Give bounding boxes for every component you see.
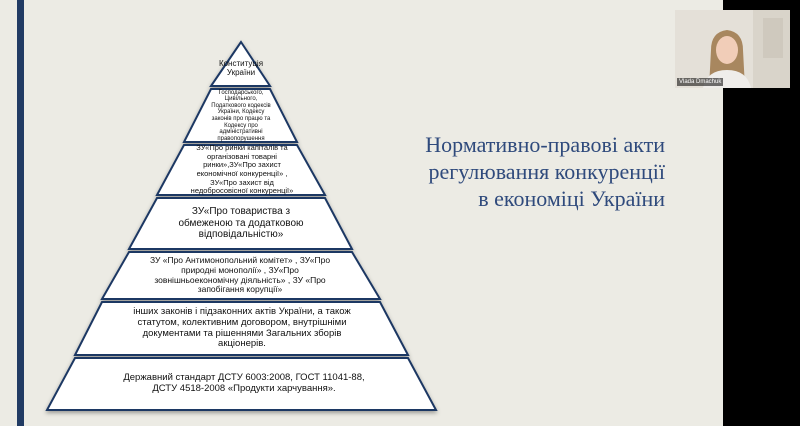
participant-name-label: Vlada Dmachuk bbox=[679, 79, 722, 85]
pyramid-tier-4 bbox=[168, 200, 314, 247]
pyramid-tier-3-text: ЗУ«Про ринки капіталів та організовані товарні ринки»,ЗУ«Про захист економічної конкуренції» , ЗУ«Про захист від недобросовісної конкуренції» bbox=[190, 143, 294, 196]
participant-video-tile[interactable] bbox=[675, 10, 790, 88]
pyramid-tier-3 bbox=[190, 143, 294, 196]
pyramid-tier-6-text: інших законів і підзаконних актів України, а також статутом, колективним договором, внутрішніми документами та рішеннями Загальних зборів акціонерів. bbox=[133, 305, 351, 350]
pyramid-tier-2-text: Господарського, Цивільного, Податкового кодексів України, Кодексу законів про працю та Кодексу про адміністративні правопорушення bbox=[211, 89, 271, 142]
pyramid-tier-7 bbox=[118, 360, 370, 408]
pyramid-tier-7-text: Державний стандарт ДСТУ 6003:2008, ГОСТ 11041-88, ДСТУ 4518-2008 «Продукти харчування». bbox=[123, 372, 365, 394]
participant-video-frame bbox=[675, 10, 790, 88]
pyramid-tier-5-text: ЗУ «Про Антимонопольний комітет» , ЗУ«Про природні монополії» , ЗУ«Про зовнішньоекономічну діяльність» , ЗУ «Про запобігання корупції» bbox=[149, 254, 331, 295]
pyramid-tier-1-text: Конституція України bbox=[218, 58, 264, 77]
pyramid-tier-6 bbox=[122, 304, 362, 353]
pyramid-tier-1 bbox=[214, 55, 268, 81]
slide-title: Нормативно-правові акти регулювання конкуренції в економіці України bbox=[425, 132, 665, 211]
pyramid-tier-2 bbox=[210, 89, 272, 142]
pyramid-tier-5 bbox=[140, 254, 340, 297]
pyramid-tier-4-text: ЗУ«Про товариства з обмеженою та додатковою відповідальністю» bbox=[178, 206, 304, 241]
